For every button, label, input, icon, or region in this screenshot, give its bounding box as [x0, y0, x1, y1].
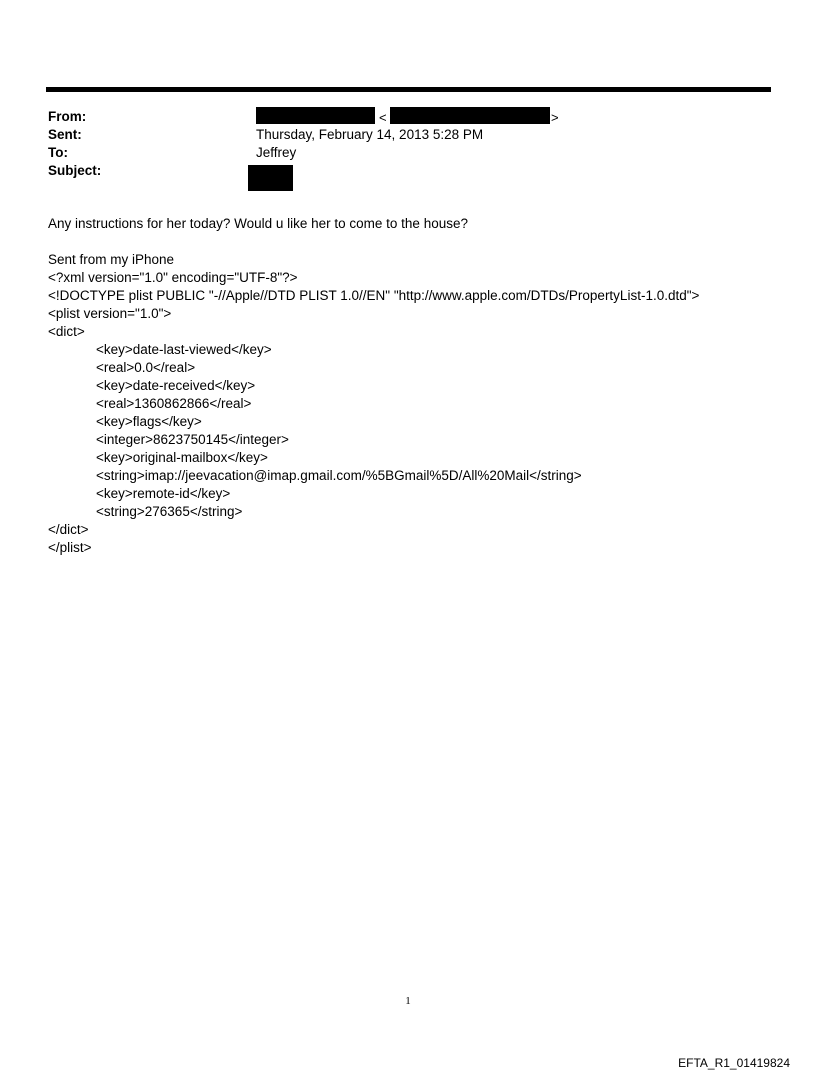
from-email-redaction [390, 107, 550, 124]
top-rule [46, 87, 771, 92]
from-close-bracket: > [551, 110, 559, 125]
sent-row [48, 126, 768, 144]
body-line: <key>original-mailbox</key> [96, 450, 268, 465]
from-open-bracket: < [379, 110, 387, 125]
body-line: <!DOCTYPE plist PUBLIC "-//Apple//DTD PLIST 1.0//EN" "http://www.apple.com/DTDs/PropertyList-1.0.dtd"> [48, 288, 700, 303]
from-label: From: [48, 109, 87, 124]
email-body [48, 215, 768, 557]
body-gap [48, 233, 768, 251]
body-line: <key>remote-id</key> [96, 486, 231, 501]
body-line: Any instructions for her today? Would u like her to come to the house? [48, 216, 468, 231]
page-number: 1 [405, 995, 411, 1007]
body-line: <dict> [48, 324, 85, 339]
body-line: <key>date-last-viewed</key> [96, 342, 272, 357]
body-line: <real>0.0</real> [96, 360, 196, 375]
body-line: <integer>8623750145</integer> [96, 432, 289, 447]
to-row [48, 144, 768, 162]
sent-label: Sent: [48, 127, 82, 142]
body-line: <?xml version="1.0" encoding="UTF-8"?> [48, 270, 298, 285]
body-line: <key>flags</key> [96, 414, 202, 429]
body-line: Sent from my iPhone [48, 252, 175, 267]
subject-redaction [248, 165, 293, 191]
subject-row [48, 162, 768, 180]
body-line: <string>276365</string> [96, 504, 243, 519]
body-line: <plist version="1.0"> [48, 306, 172, 321]
body-line: </dict> [48, 522, 89, 537]
body-line: <string>imap://jeevacation@imap.gmail.com/%5BGmail%5D/All%20Mail</string> [96, 468, 582, 483]
document-id: EFTA_R1_01419824 [678, 1056, 790, 1070]
sent-value: Thursday, February 14, 2013 5:28 PM [256, 127, 484, 142]
body-line: <key>date-received</key> [96, 378, 256, 393]
from-name-redaction [256, 107, 375, 124]
to-value: Jeffrey [256, 145, 297, 160]
body-line: </plist> [48, 540, 92, 555]
body-line: <real>1360862866</real> [96, 396, 252, 411]
subject-label: Subject: [48, 163, 102, 178]
to-label: To: [48, 145, 68, 160]
